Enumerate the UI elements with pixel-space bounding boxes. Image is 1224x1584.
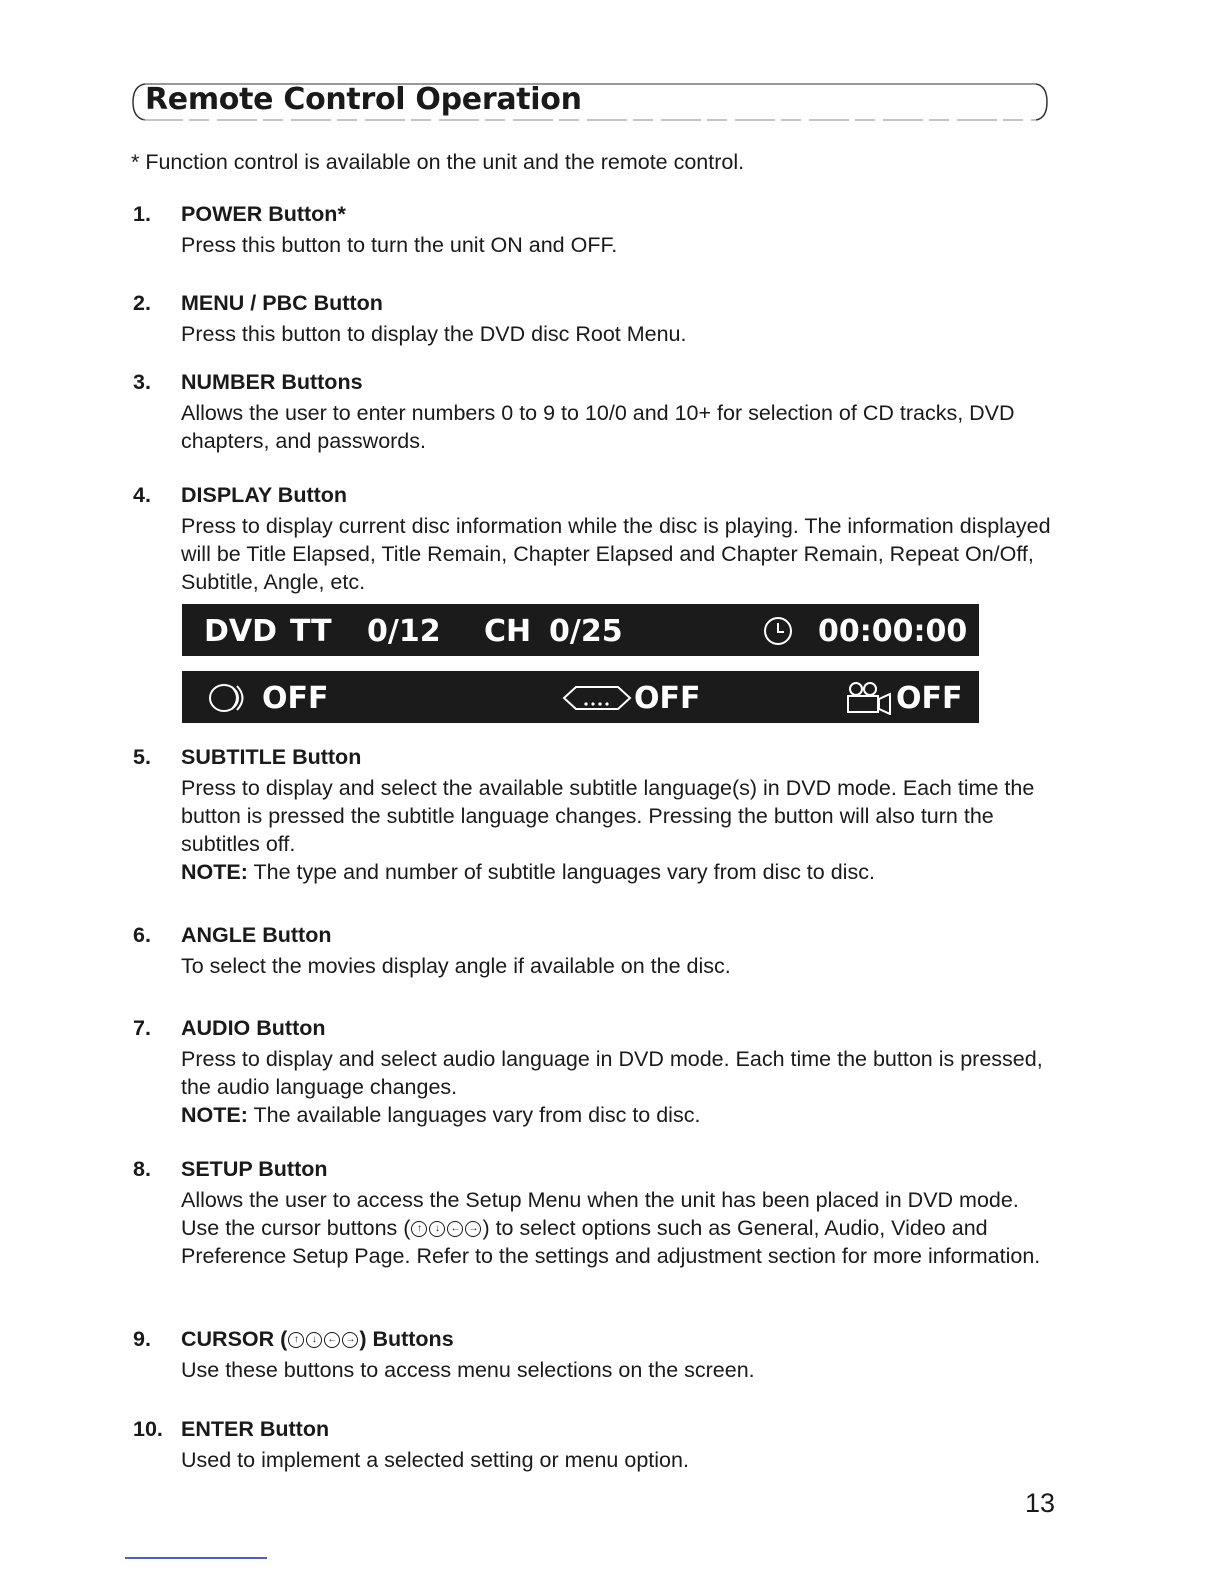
intro-text: * Function control is available on the unit and the remote control. [131, 150, 745, 174]
item-title-end: ) Buttons [359, 1327, 454, 1351]
item-title: ENTER Button [181, 1417, 330, 1441]
arrow-left-icon: ← [447, 1221, 463, 1237]
item-description [181, 1045, 1061, 1129]
arrow-right-icon: → [342, 1332, 358, 1348]
item-number: 10. [133, 1417, 163, 1441]
note-label: NOTE: [181, 1103, 248, 1127]
section-heading [131, 80, 1049, 124]
note-text: The available languages vary from disc to disc. [253, 1103, 701, 1127]
item-title: SETUP Button [181, 1157, 328, 1181]
arrow-down-icon: ↓ [429, 1221, 445, 1237]
item-description: To select the movies display angle if available on the disc. [181, 954, 731, 978]
item-description: Use these buttons to access menu selections on the screen. [181, 1358, 755, 1382]
footer-divider [125, 1557, 267, 1559]
item-title: NUMBER Buttons [181, 370, 363, 394]
arrow-up-icon: ↑ [288, 1332, 304, 1348]
item-title: AUDIO Button [181, 1016, 326, 1040]
osd-mode: DVD [204, 614, 278, 649]
note-label: NOTE: [181, 860, 248, 884]
item-number: 1. [133, 202, 151, 226]
item-number: 6. [133, 923, 151, 947]
item-title: DISPLAY Button [181, 483, 348, 507]
angle-camera-icon [846, 681, 894, 715]
item-description: Press to display current disc information while the disc is playing. The information displayed will be Title Elapsed, Title Remain, Chapter Elapsed and Chapter Remain, Repeat On/Off, Subtitle, Angle, etc. [181, 514, 1051, 594]
item-number: 9. [133, 1327, 151, 1351]
item-description-end: ) to select options such as General, Audio, Video and Preference Setup Page. Refer to the settings and adjustment section for more information. [181, 1216, 1041, 1268]
osd-status-bar [182, 671, 979, 723]
osd-time: 00:00:00 [818, 614, 968, 649]
item-description-text: Press to display and select audio language in DVD mode. Each time the button is pressed, the audio language changes. [181, 1047, 1043, 1099]
item-note [181, 858, 1061, 886]
arrow-right-icon: → [465, 1221, 481, 1237]
item-description: Used to implement a selected setting or menu option. [181, 1448, 689, 1472]
item-description: Press this button to turn the unit ON and OFF. [181, 233, 618, 257]
item-number: 4. [133, 483, 151, 507]
page-number: 13 [1025, 1488, 1056, 1518]
audio-icon [206, 682, 262, 714]
arrow-left-icon: ← [324, 1332, 340, 1348]
item-title: SUBTITLE Button [181, 745, 362, 769]
osd-chapter-label: CH [484, 614, 532, 649]
arrow-up-icon: ↑ [411, 1221, 427, 1237]
item-number: 5. [133, 745, 151, 769]
item-title: ANGLE Button [181, 923, 332, 947]
item-number: 3. [133, 370, 151, 394]
item-number: 8. [133, 1157, 151, 1181]
page-title: Remote Control Operation [145, 82, 582, 117]
osd-info-bar [182, 604, 979, 656]
item-description: Press this button to display the DVD disc Root Menu. [181, 322, 687, 346]
item-title: POWER Button* [181, 202, 346, 226]
arrow-down-icon: ↓ [306, 1332, 322, 1348]
osd-subtitle-state: OFF [634, 681, 701, 716]
clock-icon [762, 615, 794, 647]
item-description: Allows the user to enter numbers 0 to 9 to 10/0 and 10+ for selection of CD tracks, DVD chapters, and passwords. [181, 401, 1015, 453]
osd-angle-state: OFF [896, 681, 963, 716]
item-title [181, 1327, 454, 1352]
item-number: 2. [133, 291, 151, 315]
item-description [181, 1186, 1061, 1270]
item-description-start: Allows the user to access the Setup Menu when the unit has been placed in DVD mode. Use the cursor buttons ( [181, 1188, 1019, 1240]
item-description-text: Press to display and select the available subtitle language(s) in DVD mode. Each time the button is pressed the subtitle language changes. Pressing the button will also turn the subtitles off. [181, 776, 1035, 856]
item-title-start: CURSOR ( [181, 1327, 288, 1351]
item-note [181, 1101, 1061, 1129]
osd-title-label: TT [290, 614, 332, 649]
item-number: 7. [133, 1016, 151, 1040]
osd-audio-state: OFF [262, 681, 329, 716]
osd-title-value: 0/12 [367, 614, 441, 649]
item-title: MENU / PBC Button [181, 291, 383, 315]
note-text: The type and number of subtitle languages vary from disc to disc. [253, 860, 875, 884]
subtitle-icon [562, 684, 632, 712]
osd-chapter-value: 0/25 [549, 614, 623, 649]
item-description [181, 774, 1061, 886]
